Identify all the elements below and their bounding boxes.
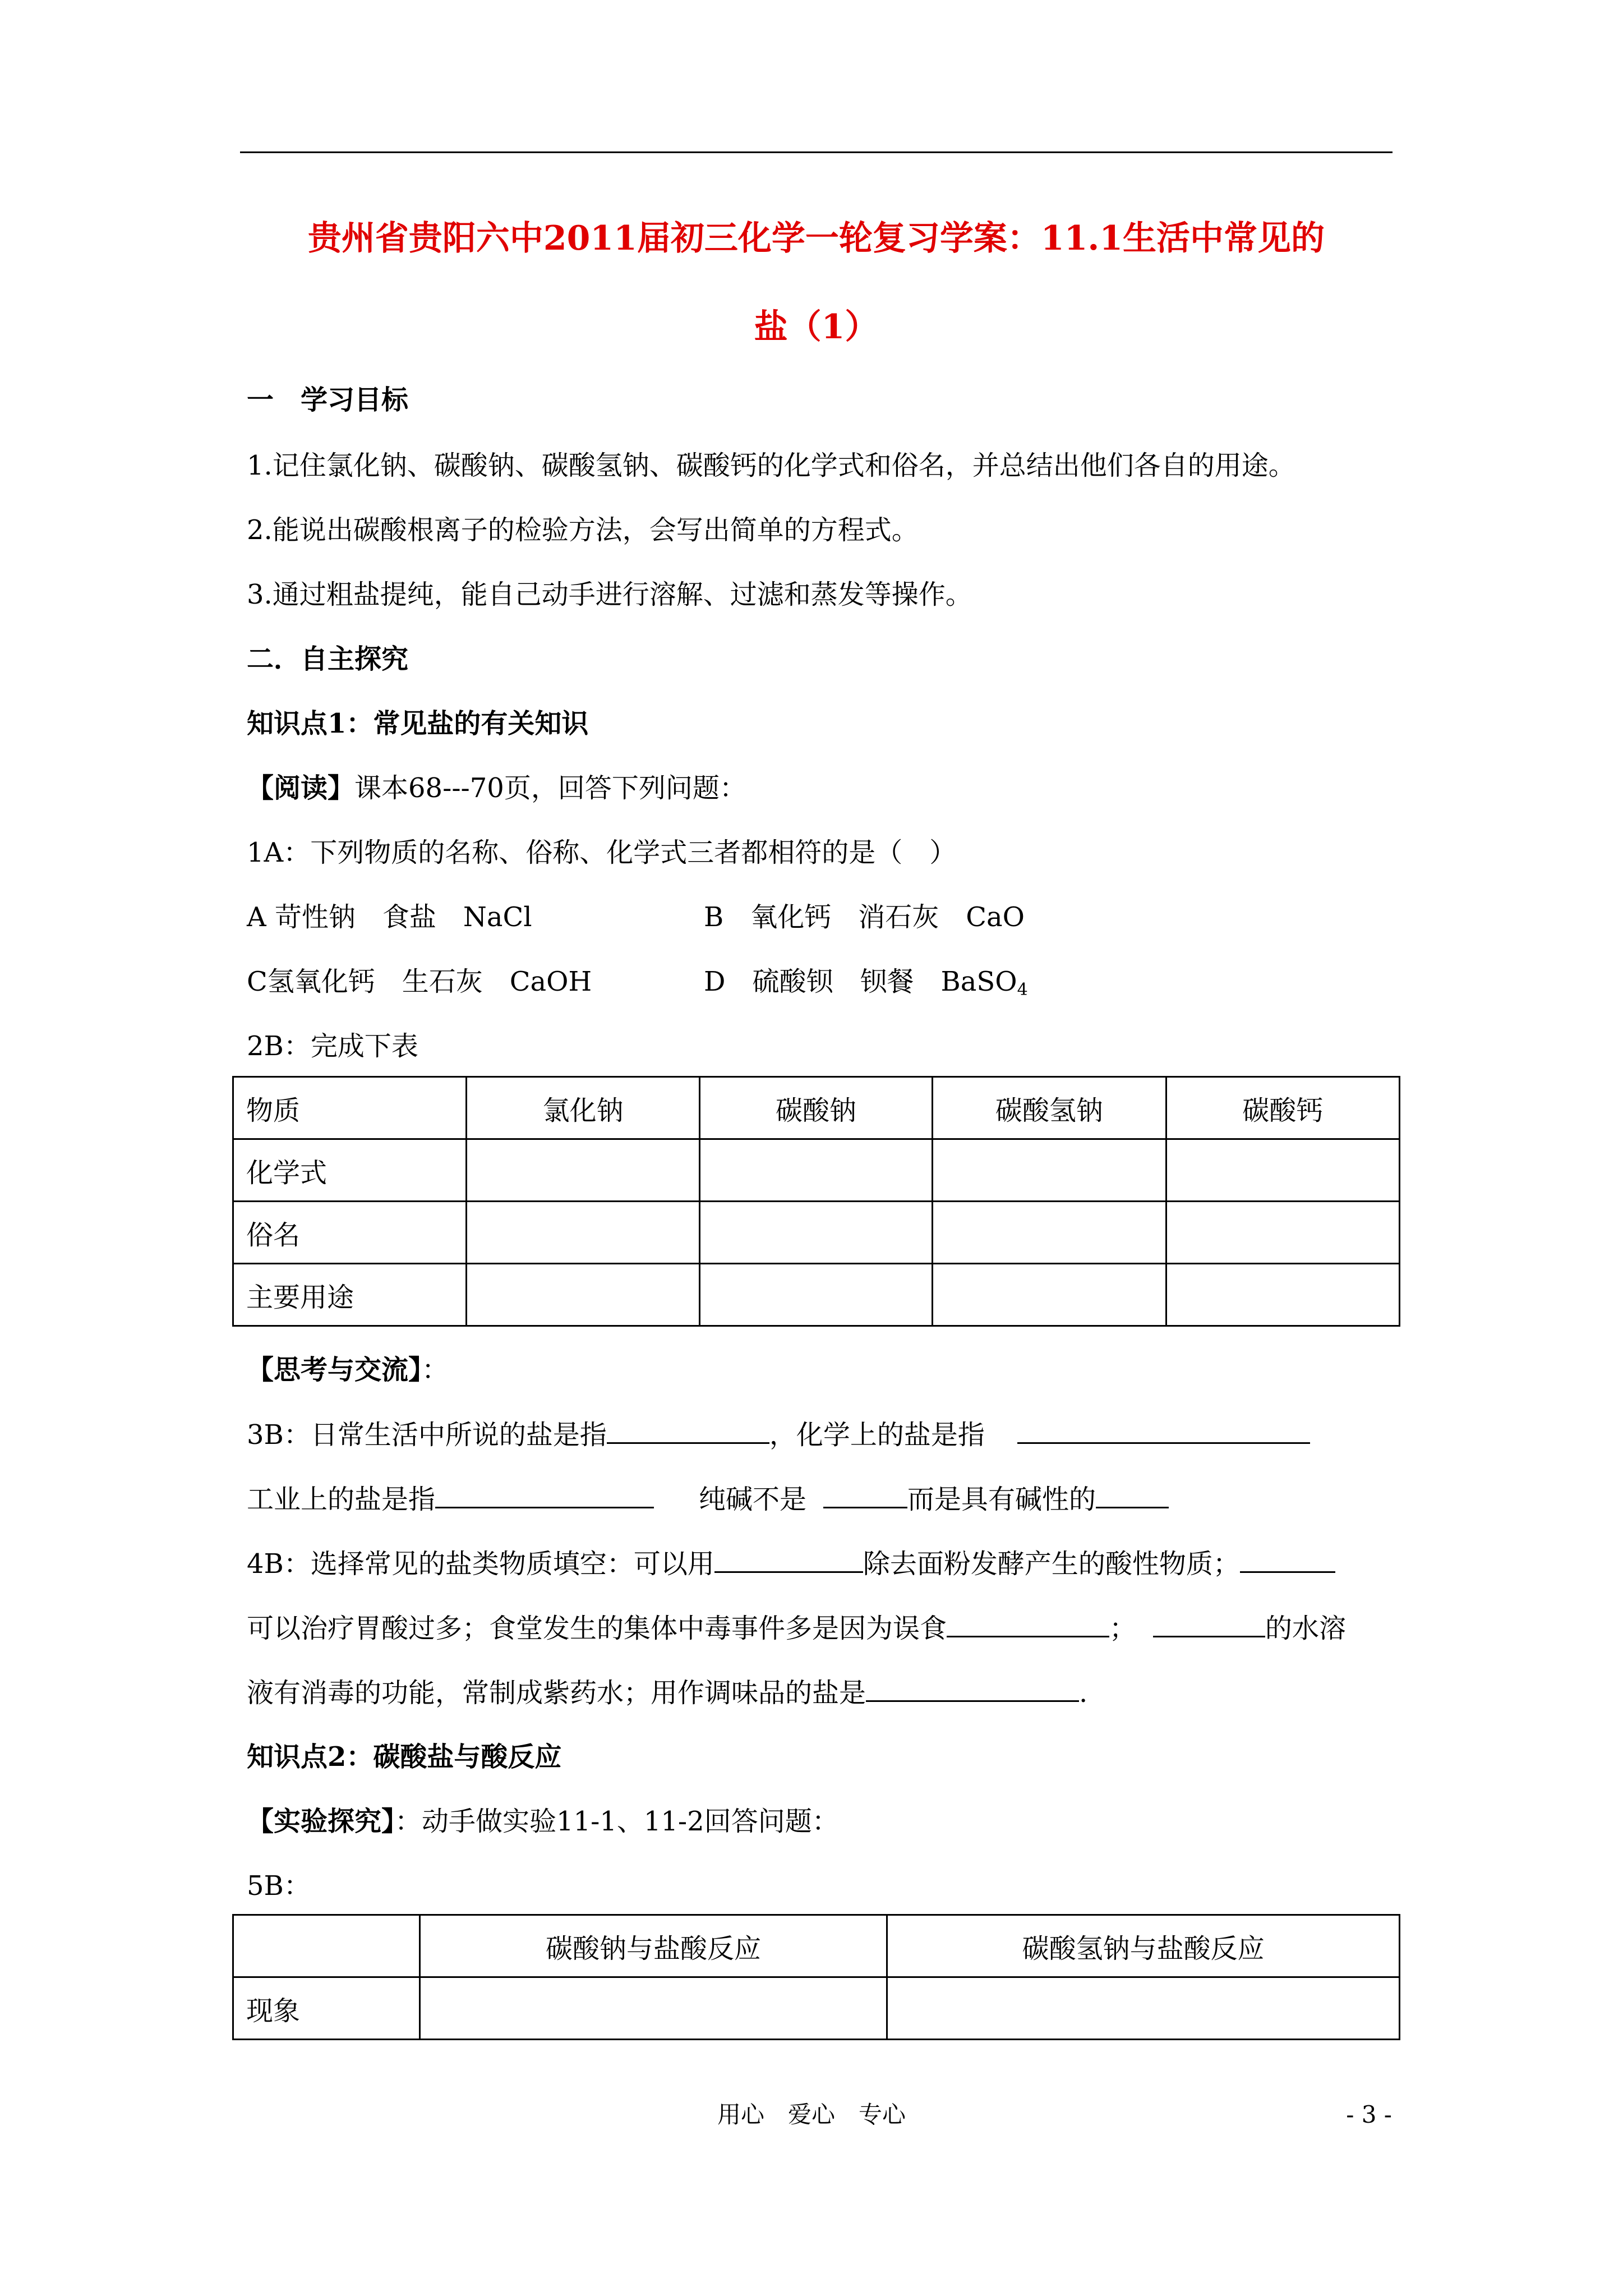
answer-blank[interactable] [866,1676,1079,1702]
answer-cell[interactable] [1166,1202,1399,1264]
answer-cell[interactable] [933,1139,1166,1202]
think-heading [247,1353,449,1387]
option-d [704,965,1028,1007]
question-4-text-f: 液有消毒的功能，常制成紫药水；用作调味品的盐是 [247,1677,866,1709]
question-3-line2 [247,1482,1169,1516]
answer-cell[interactable] [933,1202,1166,1264]
table-header-cell: 物质 [233,1077,467,1139]
answer-cell[interactable] [699,1264,932,1326]
answer-cell[interactable] [467,1202,699,1264]
answer-cell[interactable] [1166,1264,1399,1326]
answer-cell[interactable] [467,1264,699,1326]
answer-blank[interactable] [1017,1418,1310,1444]
option-c: C氢氧化钙 生石灰 CaOH [247,966,592,997]
answer-blank[interactable] [1096,1482,1169,1508]
answer-blank[interactable] [714,1547,863,1573]
think-colon: ： [422,1354,449,1386]
question-4-text-d: ； [1109,1613,1137,1644]
row-label: 主要用途 [233,1264,467,1326]
question-3-text-a: 3B：日常生活中所说的盐是指 [247,1419,607,1451]
table-header-cell: 碳酸氢钠 [933,1077,1166,1139]
option-b: B 氧化钙 消石灰 CaO [704,901,1025,933]
question-4-text-b: 除去面粉发酵产生的酸性物质； [863,1548,1240,1580]
document-title-line2: 盐（1） [754,307,879,347]
option-a: A 苛性钠 食盐 NaCl [247,901,532,933]
think-tag: 【思考与交流】 [247,1354,422,1386]
reaction-table [232,1914,1400,2040]
question-3-text-b: ，化学上的盐是指 [769,1419,985,1451]
answer-cell[interactable] [699,1139,932,1202]
answer-blank[interactable] [607,1418,769,1444]
experiment-tag: 【实验探究】 [247,1806,395,1837]
answer-cell[interactable] [1166,1139,1399,1202]
answer-blank[interactable] [1240,1547,1335,1573]
table-row [233,1139,1400,1202]
footer-slogan: 用心 爱心 专心 [717,2101,906,2128]
table-header-cell: 碳酸钙 [1166,1077,1399,1139]
answer-cell[interactable] [419,1977,887,2040]
question-3-text-c: 工业上的盐是指 [247,1484,436,1515]
table-header-cell: 碳酸钠 [699,1077,932,1139]
table-row [233,1202,1400,1264]
row-label: 现象 [233,1977,420,2040]
page-number: - 3 - [1346,2101,1392,2128]
experiment-text: ：动手做实验11-1、11-2回答问题： [395,1806,839,1837]
goal-3: 3.通过粗盐提纯，能自己动手进行溶解、过滤和蒸发等操作。 [247,579,972,610]
question-1: 1A：下列物质的名称、俗称、化学式三者都相符的是（ ） [247,837,957,868]
table-header-cell [233,1915,420,1977]
answer-blank[interactable] [435,1482,654,1508]
goal-1: 1.记住氯化钠、碳酸钠、碳酸氢钠、碳酸钙的化学式和俗名，并总结出他们各自的用途。 [247,450,1295,481]
question-4-line2 [247,1611,1346,1645]
reading-tag: 【阅读】 [247,772,355,804]
question-4-line3 [247,1676,1087,1710]
goal-2: 2.能说出碳酸根离子的检验方法，会写出简单的方程式。 [247,514,919,546]
knowledge-point-1: 知识点1：常见盐的有关知识 [247,708,589,739]
question-3-line1 [247,1418,1310,1452]
row-label: 俗名 [233,1202,467,1264]
question-2: 2B：完成下表 [247,1030,418,1062]
question-4-text-a: 4B：选择常见的盐类物质填空：可以用 [247,1548,714,1580]
option-d-text: D 硫酸钡 钡餐 BaSO [704,966,1017,997]
question-3-text-e: 而是具有碱性的 [907,1484,1096,1515]
question-4-text-g: . [1079,1677,1088,1709]
table-header-row [233,1077,1400,1139]
table-row [233,1264,1400,1326]
section-learning-goals: 一 学习目标 [247,384,409,416]
question-4-line1 [247,1547,1335,1581]
question-4-text-c: 可以治疗胃酸过多；食堂发生的集体中毒事件多是因为误食 [247,1613,947,1644]
reading-instruction [247,771,746,805]
answer-blank[interactable] [823,1482,907,1508]
salt-table [232,1076,1400,1327]
table-header-row [233,1915,1400,1977]
answer-blank[interactable] [947,1611,1109,1637]
section-self-study: 二．自主探究 [247,643,409,675]
answer-cell[interactable] [467,1139,699,1202]
table-header-cell: 碳酸氢钠与盐酸反应 [887,1915,1400,1977]
answer-cell[interactable] [887,1977,1400,2040]
question-5: 5B： [247,1870,311,1902]
table-header-cell: 氯化钠 [467,1077,699,1139]
answer-cell[interactable] [699,1202,932,1264]
reading-text: 课本68---70页，回答下列问题： [354,772,746,804]
row-label: 化学式 [233,1139,467,1202]
header-rule [240,151,1393,153]
table-header-cell: 碳酸钠与盐酸反应 [419,1915,887,1977]
experiment-instruction [247,1805,839,1838]
question-3-text-d: 纯碱不是 [699,1484,807,1515]
option-d-subscript: 4 [1017,980,1028,1000]
knowledge-point-2: 知识点2：碳酸盐与酸反应 [247,1741,562,1773]
document-title-line1: 贵州省贵阳六中2011届初三化学一轮复习学案：11.1生活中常见的 [307,219,1325,258]
question-4-text-e: 的水溶 [1265,1613,1347,1644]
answer-cell[interactable] [933,1264,1166,1326]
answer-blank[interactable] [1153,1611,1265,1637]
table-row [233,1977,1400,2040]
